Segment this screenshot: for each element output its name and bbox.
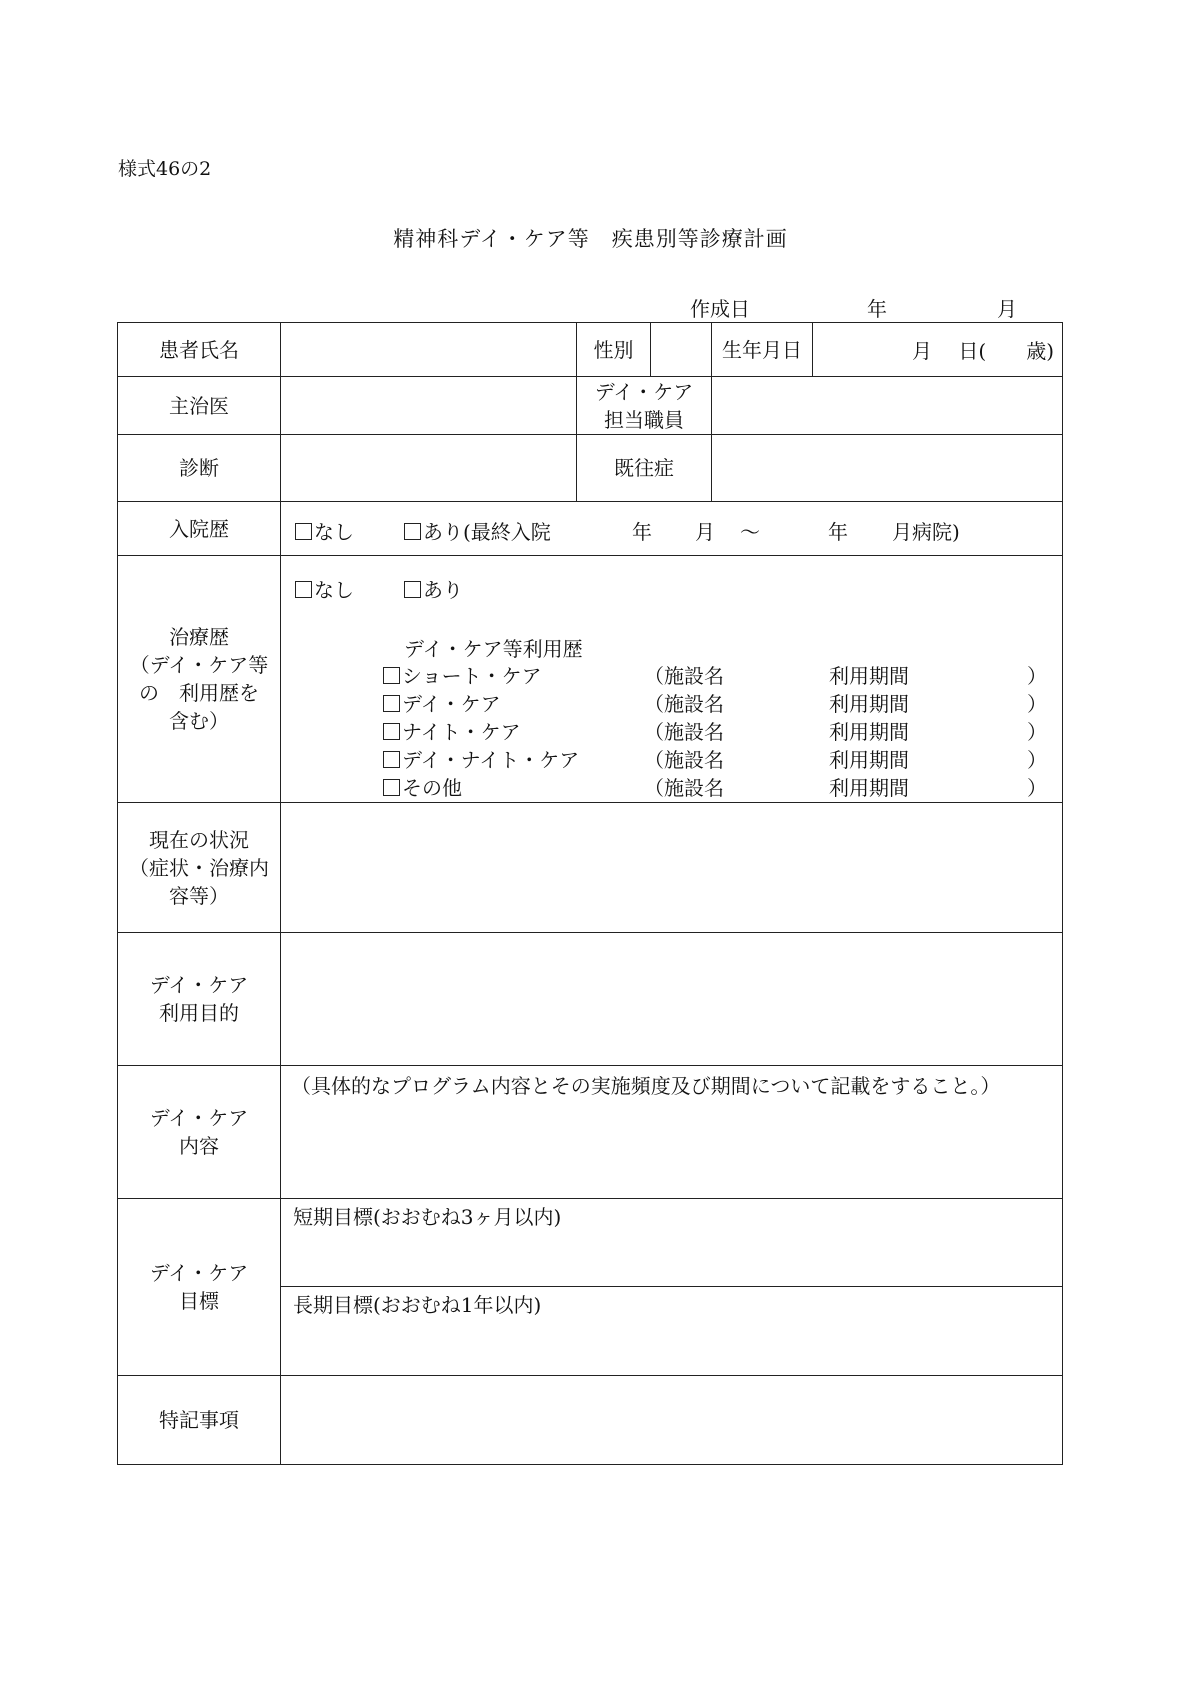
goals-label-line: 目標 — [179, 1289, 219, 1313]
close-paren: ） — [1027, 692, 1047, 716]
checkbox-icon[interactable] — [383, 779, 400, 796]
content-label-line: 内容 — [179, 1134, 219, 1158]
usage-item-label: ショート・ケア — [402, 664, 542, 688]
usage-item-label: デイ・ナイト・ケア — [402, 748, 580, 772]
content-note: （具体的なプログラム内容とその実施頻度及び期間について記載をすること。） — [291, 1074, 1001, 1098]
staff-label-line: 担当職員 — [604, 407, 684, 432]
period-label: 利用期間 — [829, 692, 909, 716]
current-status-label-line: 現在の状況 — [149, 827, 249, 852]
remarks-label: 特記事項 — [118, 1376, 281, 1465]
period-label: 利用期間 — [829, 748, 909, 772]
treatment-label-line: 治療歴 — [169, 625, 229, 649]
row-treatment — [118, 556, 1063, 803]
row-diagnosis — [118, 435, 1063, 502]
treatment-none-option[interactable] — [295, 574, 354, 603]
row-admission — [118, 502, 1063, 556]
goals-label — [118, 1199, 281, 1376]
row-purpose — [118, 933, 1063, 1066]
period-label: 利用期間 — [829, 720, 909, 744]
page-title: 精神科デイ・ケア等 疾患別等診療計画 — [393, 227, 788, 251]
patient-name-field[interactable] — [281, 323, 577, 377]
period-label: 利用期間 — [829, 776, 909, 800]
current-status-field[interactable] — [281, 803, 1063, 933]
close-paren: ） — [1027, 776, 1047, 800]
row-goals-short — [118, 1199, 1063, 1287]
treatment-yes-option[interactable] — [404, 574, 463, 603]
sex-field[interactable] — [651, 323, 712, 377]
doctor-field[interactable] — [281, 377, 577, 435]
goals-label-line: デイ・ケア — [149, 1261, 249, 1285]
facility-label: （施設名 — [644, 720, 724, 744]
usage-item — [383, 688, 501, 717]
usage-item — [383, 772, 462, 801]
short-term-goal-field[interactable] — [281, 1199, 1063, 1287]
content-field[interactable] — [281, 1066, 1063, 1199]
row-doctor — [118, 377, 1063, 435]
usage-item-label: ナイト・ケア — [402, 720, 521, 744]
period-label: 利用期間 — [829, 664, 909, 688]
row-current — [118, 803, 1063, 933]
birthdate-label: 生年月日 — [712, 323, 813, 377]
admission-field — [281, 502, 1063, 556]
purpose-label — [118, 933, 281, 1066]
creation-date-label: 作成日 — [690, 297, 750, 321]
checkbox-icon[interactable] — [383, 667, 400, 684]
admission-none-option[interactable] — [295, 516, 354, 545]
admission-label: 入院歴 — [118, 502, 281, 556]
staff-label-line: デイ・ケア — [594, 379, 694, 404]
close-paren: ） — [1027, 664, 1047, 688]
admission-year-1: 年 — [632, 520, 652, 544]
purpose-label-line: デイ・ケア — [149, 973, 249, 997]
checkbox-icon[interactable] — [383, 723, 400, 740]
current-status-label-line: （症状・治療内 — [129, 855, 269, 880]
checkbox-icon[interactable] — [295, 523, 312, 540]
creation-date-month: 月 — [997, 297, 1017, 321]
diagnosis-label: 診断 — [118, 435, 281, 502]
sex-label: 性別 — [577, 323, 651, 377]
usage-history-heading: デイ・ケア等利用歴 — [404, 637, 583, 661]
treatment-none-label: なし — [314, 578, 354, 602]
past-illness-label: 既往症 — [577, 435, 712, 502]
staff-label — [577, 377, 712, 435]
row-patient — [118, 323, 1063, 377]
long-term-goal-field[interactable] — [281, 1287, 1063, 1376]
treatment-label-line: 含む） — [169, 709, 229, 733]
care-plan-form — [117, 322, 1063, 1465]
facility-label: （施設名 — [644, 664, 724, 688]
usage-item — [383, 660, 542, 689]
purpose-field[interactable] — [281, 933, 1063, 1066]
treatment-label-line: の 利用歴を — [139, 681, 259, 705]
usage-item — [383, 744, 579, 773]
current-status-label — [118, 803, 281, 933]
admission-yes-label: あり(最終入院 — [423, 520, 551, 544]
admission-year-2: 年 — [828, 520, 848, 544]
long-term-goal-label: 長期目標(おおむね1年以内) — [293, 1293, 542, 1317]
admission-month-1: 月 — [695, 520, 715, 544]
birthdate-field[interactable]: 月 日( 歳) — [813, 323, 1063, 377]
treatment-yes-label: あり — [423, 578, 463, 602]
close-paren: ） — [1027, 748, 1047, 772]
usage-item — [383, 716, 521, 745]
row-content — [118, 1066, 1063, 1199]
treatment-field — [281, 556, 1063, 803]
facility-label: （施設名 — [644, 748, 724, 772]
checkbox-icon[interactable] — [295, 581, 312, 598]
content-label — [118, 1066, 281, 1199]
checkbox-icon[interactable] — [383, 695, 400, 712]
facility-label: （施設名 — [644, 692, 724, 716]
staff-field[interactable] — [712, 377, 1063, 435]
form-id: 様式46の2 — [118, 158, 212, 180]
remarks-field[interactable] — [281, 1376, 1063, 1465]
treatment-label-line: （デイ・ケア等 — [129, 653, 269, 677]
row-remarks — [118, 1376, 1063, 1465]
usage-item-label: その他 — [402, 776, 462, 800]
facility-label: （施設名 — [644, 776, 724, 800]
admission-tilde: ～ — [740, 520, 760, 544]
admission-month-2: 月病院) — [892, 520, 960, 544]
current-status-label-line: 容等） — [169, 883, 229, 908]
close-paren: ） — [1027, 720, 1047, 744]
short-term-goal-label: 短期目標(おおむね3ヶ月以内) — [293, 1205, 562, 1229]
checkbox-icon[interactable] — [404, 523, 421, 540]
patient-name-label: 患者氏名 — [118, 323, 281, 377]
diagnosis-field[interactable] — [281, 435, 577, 502]
checkbox-icon[interactable] — [404, 581, 421, 598]
creation-date-year: 年 — [867, 297, 887, 321]
purpose-label-line: 利用目的 — [159, 1001, 239, 1025]
admission-yes-option[interactable] — [404, 516, 551, 545]
checkbox-icon[interactable] — [383, 751, 400, 768]
content-label-line: デイ・ケア — [149, 1106, 249, 1130]
past-illness-field[interactable] — [712, 435, 1063, 502]
usage-item-label: デイ・ケア — [402, 692, 501, 716]
doctor-label: 主治医 — [118, 377, 281, 435]
admission-none-label: なし — [314, 520, 354, 544]
treatment-label — [118, 556, 281, 803]
